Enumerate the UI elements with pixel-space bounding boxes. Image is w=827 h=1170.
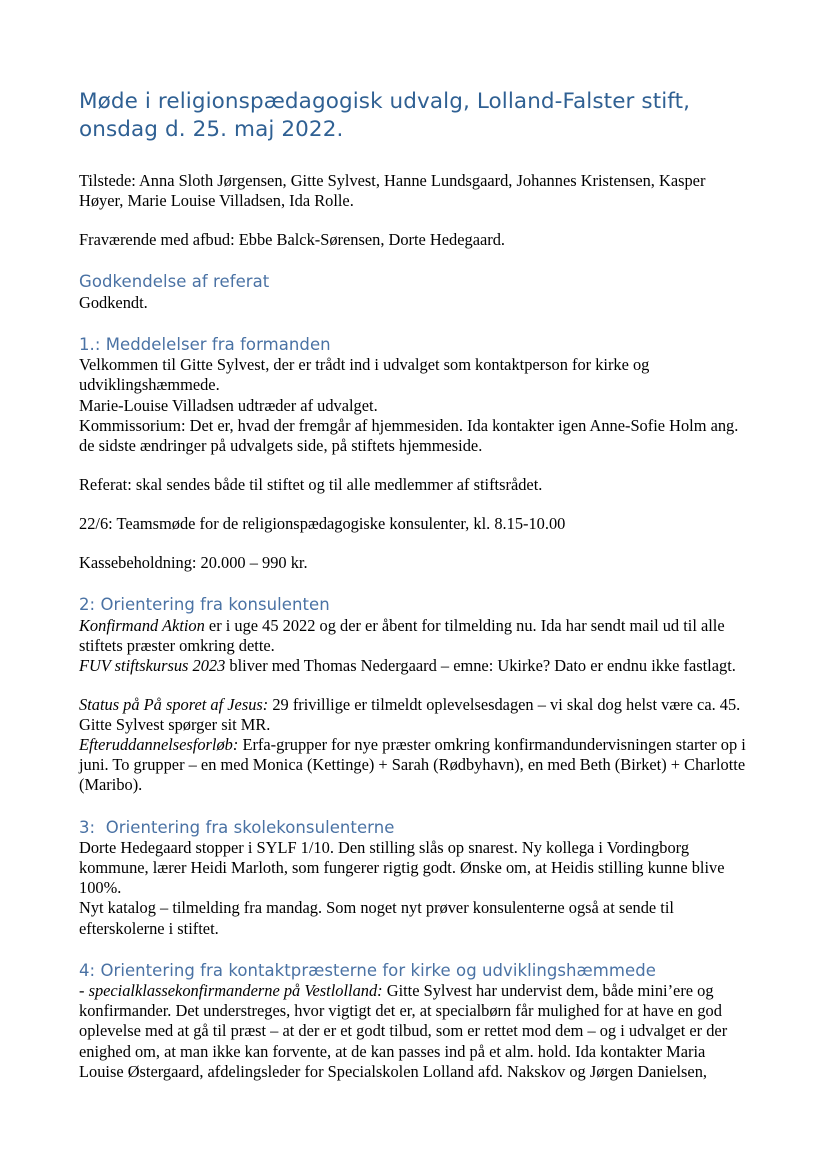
item2-paragraph-3-text: 29 frivillige er tilmeldt oplevelsesdagen – vi skal dog helst være ca. 45. Gitte Sylvest spørger sit MR. [79, 695, 741, 735]
spacer [79, 456, 750, 475]
spacer [79, 939, 750, 961]
spacer [79, 313, 750, 335]
item2-paragraph-2 [79, 656, 750, 676]
spacer [79, 573, 750, 595]
item4-paragraph-1-emphasis: specialklassekonfirmanderne på Vestlolland: [88, 981, 383, 1001]
spacer [79, 495, 750, 514]
approval-body: Godkendt. [79, 292, 148, 312]
spacer [79, 676, 750, 695]
item1-paragraph-6: Kassebeholdning: 20.000 – 990 kr. [79, 553, 308, 573]
item2-paragraph-1 [79, 616, 750, 656]
section-heading-item2: 2: Orientering fra konsulenten [79, 595, 330, 615]
item2-paragraph-4-emphasis: Efteruddannelsesforløb: [79, 735, 239, 755]
item3-paragraph-1: Dorte Hedegaard stopper i SYLF 1/10. Den stilling slås op snarest. Ny kollega i Vordingborg kommune, lærer Heidi Marloth, som fungerer rigtig godt. Ønske om, at Heidis stilling kunne blive 100%. [79, 838, 725, 898]
section-heading-approval: Godkendelse af referat [79, 272, 270, 292]
item1-paragraph-3: Kommissorium: Det er, hvad der fremgår af hjemmesiden. Ida kontakter igen Anne-Sofie Holm ang. de sidste ændringer på udvalgets side, på stiftets hjemmeside. [79, 415, 739, 455]
spacer [79, 211, 750, 230]
attendance-absent: Fraværende med afbud: Ebbe Balck-Sørensen, Dorte Hedegaard. [79, 229, 506, 249]
spacer [79, 796, 750, 818]
attendance-present: Tilstede: Anna Sloth Jørgensen, Gitte Sylvest, Hanne Lundsgaard, Johannes Kristensen, Kasper Høyer, Marie Louise Villadsen, Ida Rolle. [79, 170, 706, 210]
item2-paragraph-3-emphasis: Status på På sporet af Jesus: [79, 695, 269, 715]
item2-paragraph-1-emphasis: Konfirmand Aktion [79, 615, 205, 635]
item2-paragraph-2-text: bliver med Thomas Nedergaard – emne: Ukirke? Dato er endnu ikke fastlagt. [225, 655, 736, 675]
section-heading-item1: 1.: Meddelelser fra formanden [79, 334, 331, 354]
item2-paragraph-2-emphasis: FUV stiftskursus 2023 [79, 655, 226, 675]
item4-paragraph-1 [79, 981, 750, 1081]
page-title: Møde i religionspædagogisk udvalg, Lolland-Falster stift, onsdag d. 25. maj 2022. [79, 89, 691, 143]
item1-paragraph-5: 22/6: Teamsmøde for de religionspædagogiske konsulenter, kl. 8.15-10.00 [79, 513, 566, 533]
item1-paragraph-1: Velkommen til Gitte Sylvest, der er trådt ind i udvalget som kontaktperson for kirke og udviklingshæmmede. [79, 355, 650, 395]
item4-paragraph-1-prefix: - [79, 981, 89, 1001]
item1-paragraph-4: Referat: skal sendes både til stiftet og til alle medlemmer af stiftsrådet. [79, 474, 543, 494]
item2-paragraph-3 [79, 695, 750, 735]
item2-paragraph-1-text: er i uge 45 2022 og der er åbent for tilmelding nu. Ida har sendt mail ud til alle stiftets præster omkring dette. [79, 615, 725, 655]
item2-paragraph-4 [79, 735, 750, 795]
spacer [79, 534, 750, 553]
item3-paragraph-2: Nyt katalog – tilmelding fra mandag. Som noget nyt prøver konsulenterne også at sende til efterskolerne i stiftet. [79, 898, 674, 938]
spacer [79, 250, 750, 272]
item2-paragraph-4-text: Erfa-grupper for nye præster omkring konfirmandundervisningen starter op i juni. To grupper – en med Monica (Kettinge) + Sarah (Rødbyhavn), en med Beth (Birket) + Charlotte (Maribo). [79, 735, 746, 795]
item4-paragraph-1-text: Gitte Sylvest har undervist dem, både mini’ere og konfirmander. Det understreges, hvor vigtigt det er, at specialbørn får mulighed for at have en god oplevelse med at gå til præst – at der er et godt tilbud, som er rettet mod dem – og i udvalget er der enighed om, at man ikke kan forvente, at de kan passes ind på et alm. hold. Ida kontakter Maria Louise Østergaard, afdelingsleder for Specialskolen Lolland afd. Nakskov og Jørgen Danielsen, [79, 981, 728, 1081]
section-heading-item3: 3: Orientering fra skolekonsulenterne [79, 817, 395, 837]
section-heading-item4: 4: Orientering fra kontaktpræsterne for kirke og udviklingshæmmede [79, 960, 656, 980]
item1-paragraph-2: Marie-Louise Villadsen udtræder af udvalget. [79, 395, 378, 415]
